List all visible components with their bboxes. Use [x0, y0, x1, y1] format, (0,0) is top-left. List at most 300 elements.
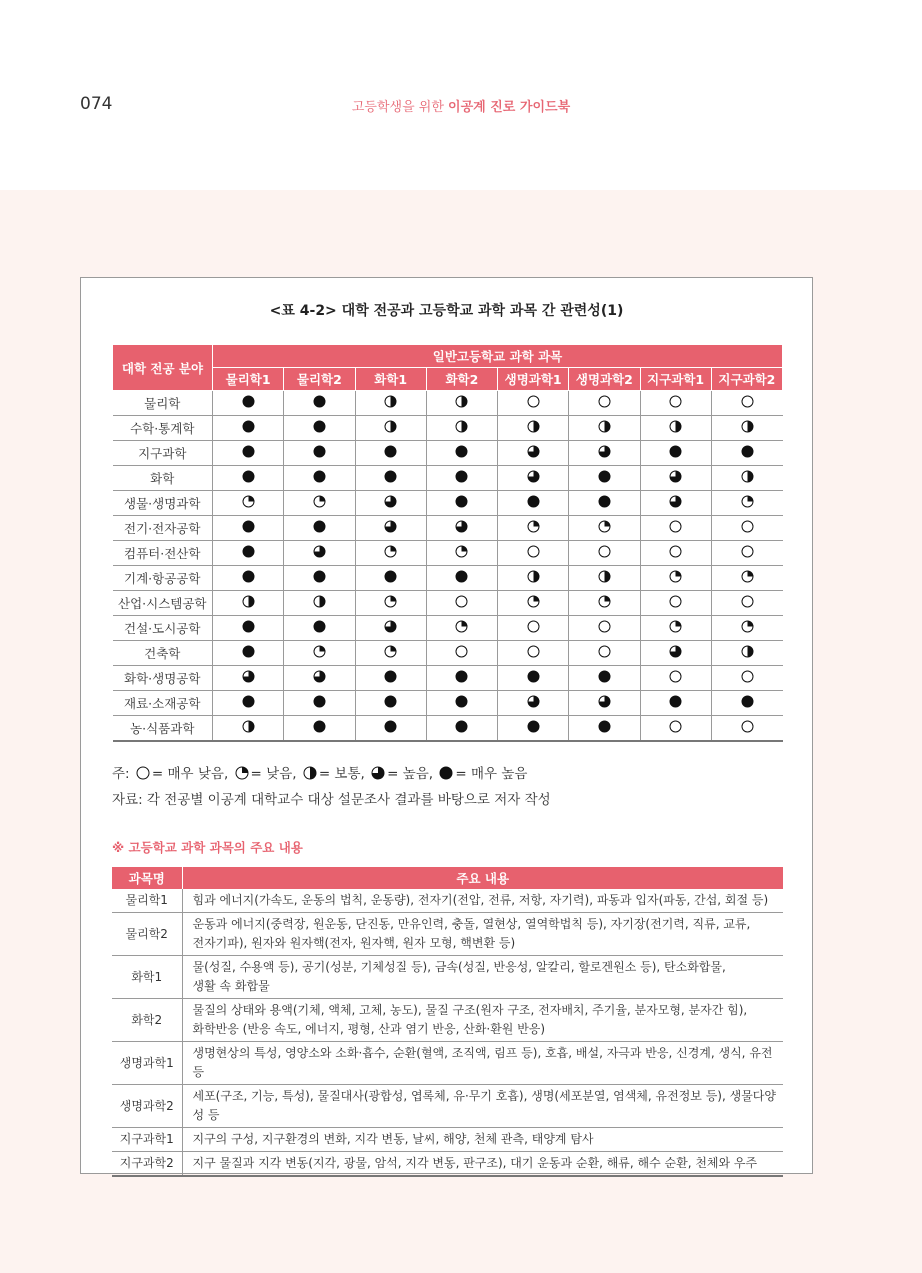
- table-row: [112, 1085, 783, 1128]
- table-row: [113, 516, 783, 541]
- subject-name: 화학1: [112, 956, 182, 999]
- legend-text: = 매우 낮음,: [151, 766, 229, 782]
- table-row: [112, 1128, 783, 1152]
- relevance-cell: [640, 566, 711, 591]
- relevance-cell: [426, 641, 497, 666]
- filled-circle-icon: [455, 495, 468, 511]
- quarter-circle-icon: [527, 595, 540, 611]
- major-header: 대학 전공 분야: [113, 345, 213, 391]
- relevance-cell: [569, 591, 640, 616]
- subject-name: 지구과학1: [112, 1128, 182, 1152]
- relevance-cell: [284, 691, 355, 716]
- filled-circle-icon: [455, 720, 468, 736]
- relevance-cell: [640, 716, 711, 742]
- relevance-cell: [569, 391, 640, 416]
- relevance-cell: [498, 441, 569, 466]
- relevance-cell: [640, 441, 711, 466]
- half-circle-icon: [669, 420, 682, 436]
- section-title: ※ 고등학교 과학 과목의 주요 내용: [112, 840, 303, 855]
- half-circle-icon: [598, 420, 611, 436]
- filled-circle-icon: [313, 570, 326, 586]
- relevance-cell: [355, 491, 426, 516]
- relevance-cell: [569, 641, 640, 666]
- half-circle-icon: [598, 570, 611, 586]
- subject-name: 생명과학1: [112, 1042, 182, 1085]
- relevance-cell: [213, 666, 284, 691]
- subject-name: 화학2: [112, 999, 182, 1042]
- quarter-circle-icon: [384, 645, 397, 661]
- subject-content: [182, 1085, 783, 1128]
- relevance-cell: [498, 641, 569, 666]
- subject-name: 물리학1: [112, 889, 182, 913]
- relevance-cell: [711, 691, 782, 716]
- relevance-cell: [355, 441, 426, 466]
- table-row: [113, 491, 783, 516]
- empty-circle-icon: [598, 545, 611, 561]
- three-quarter-circle-icon: [313, 670, 326, 686]
- half-circle-icon: [741, 420, 754, 436]
- relevance-cell: [640, 491, 711, 516]
- relevance-cell: [711, 641, 782, 666]
- major-name: 지구과학: [113, 441, 213, 466]
- filled-circle-icon: [242, 645, 255, 661]
- three-quarter-circle-icon: [598, 695, 611, 711]
- relevance-cell: [426, 541, 497, 566]
- relevance-cell: [355, 391, 426, 416]
- half-circle-icon: [384, 420, 397, 436]
- subject-content: [182, 999, 783, 1042]
- table-row: [112, 889, 783, 913]
- subject-content: [182, 889, 783, 913]
- filled-circle-icon: [455, 570, 468, 586]
- filled-circle-icon: [242, 545, 255, 561]
- page-header-area: [0, 0, 922, 190]
- relevance-cell: [498, 591, 569, 616]
- relevance-cell: [711, 391, 782, 416]
- half-circle-icon: [384, 395, 397, 411]
- relevance-cell: [498, 566, 569, 591]
- empty-circle-icon: [527, 395, 540, 411]
- legend: [112, 762, 527, 784]
- empty-circle-icon: [741, 670, 754, 686]
- three-quarter-circle-icon: [527, 470, 540, 486]
- relevance-cell: [711, 466, 782, 491]
- relevance-cell: [569, 566, 640, 591]
- relevance-cell: [569, 466, 640, 491]
- relevance-cell: [213, 541, 284, 566]
- running-head-bold: 이공계 진로 가이드북: [448, 100, 571, 115]
- three-quarter-circle-icon: [384, 620, 397, 636]
- empty-circle-icon: [741, 545, 754, 561]
- relevance-cell: [711, 441, 782, 466]
- major-name: 농·식품과학: [113, 716, 213, 742]
- quarter-circle-icon: [235, 766, 249, 784]
- relevance-cell: [569, 491, 640, 516]
- content-line: 생활 속 화합물: [192, 979, 270, 993]
- half-circle-icon: [527, 570, 540, 586]
- content-line: 지구 물질과 지각 변동(지각, 광물, 암석, 지각 변동, 판구조), 대기 운동과 순환, 해류, 해수 순환, 천체와 우주: [192, 1156, 758, 1170]
- major-name: 화학: [113, 466, 213, 491]
- filled-circle-icon: [384, 720, 397, 736]
- relevance-cell: [640, 666, 711, 691]
- content-line: 생명현상의 특성, 영양소와 소화·흡수, 순환(혈액, 조직액, 림프 등), 호흡, 배설, 자극과 반응, 신경계, 생식, 유전 등: [192, 1046, 773, 1079]
- table-row: [113, 391, 783, 416]
- running-head-light: 고등학생을 위한: [351, 100, 444, 115]
- empty-circle-icon: [669, 720, 682, 736]
- filled-circle-icon: [384, 570, 397, 586]
- relevance-cell: [498, 666, 569, 691]
- filled-circle-icon: [242, 470, 255, 486]
- relevance-cell: [284, 616, 355, 641]
- content-line: 힘과 에너지(가속도, 운동의 법칙, 운동량), 전자기(전압, 전류, 저항, 자기력), 파동과 입자(파동, 간섭, 회절 등): [192, 893, 769, 907]
- major-name: 재료·소재공학: [113, 691, 213, 716]
- relevance-cell: [426, 591, 497, 616]
- table-title: <표 4-2> 대학 전공과 고등학교 과학 과목 간 관련성(1): [269, 303, 624, 319]
- quarter-circle-icon: [384, 595, 397, 611]
- filled-circle-icon: [527, 720, 540, 736]
- subject-name: 지구과학2: [112, 1152, 182, 1177]
- relevance-cell: [284, 441, 355, 466]
- relevance-cell: [284, 466, 355, 491]
- subject-header: 화학1: [355, 368, 426, 391]
- running-head: [0, 96, 922, 115]
- major-name: 산업·시스템공학: [113, 591, 213, 616]
- relevance-cell: [284, 641, 355, 666]
- table-row: [112, 1152, 783, 1177]
- relevance-cell: [711, 591, 782, 616]
- relevance-cell: [213, 391, 284, 416]
- relevance-cell: [284, 716, 355, 742]
- relevance-cell: [284, 416, 355, 441]
- major-name: 전기·전자공학: [113, 516, 213, 541]
- subject-content: [182, 956, 783, 999]
- relevance-cell: [355, 616, 426, 641]
- content-line: 전자기파), 원자와 원자핵(전자, 원자핵, 원자 모형, 핵변환 등): [192, 936, 516, 950]
- relevance-cell: [213, 616, 284, 641]
- quarter-circle-icon: [313, 645, 326, 661]
- subject-header: 지구과학1: [640, 368, 711, 391]
- empty-circle-icon: [741, 520, 754, 536]
- empty-circle-icon: [598, 395, 611, 411]
- relevance-cell: [711, 716, 782, 742]
- table-row: [113, 666, 783, 691]
- relevance-cell: [640, 591, 711, 616]
- relevance-cell: [711, 541, 782, 566]
- table-row: [113, 616, 783, 641]
- relevance-cell: [569, 541, 640, 566]
- page-number: 074: [80, 94, 113, 114]
- filled-circle-icon: [598, 720, 611, 736]
- filled-circle-icon: [242, 445, 255, 461]
- filled-circle-icon: [313, 470, 326, 486]
- subject-name-header: 과목명: [112, 867, 182, 889]
- relevance-cell: [426, 441, 497, 466]
- relevance-cell: [355, 591, 426, 616]
- filled-circle-icon: [455, 670, 468, 686]
- filled-circle-icon: [527, 495, 540, 511]
- relevance-cell: [426, 416, 497, 441]
- filled-circle-icon: [313, 395, 326, 411]
- filled-circle-icon: [384, 470, 397, 486]
- three-quarter-circle-icon: [527, 445, 540, 461]
- relevance-cell: [711, 666, 782, 691]
- filled-circle-icon: [242, 395, 255, 411]
- three-quarter-circle-icon: [669, 645, 682, 661]
- relevance-cell: [426, 616, 497, 641]
- empty-circle-icon: [741, 595, 754, 611]
- filled-circle-icon: [242, 695, 255, 711]
- table-row: [113, 691, 783, 716]
- subject-content-table: [112, 867, 783, 1177]
- subject-content: [182, 1128, 783, 1152]
- filled-circle-icon: [384, 445, 397, 461]
- quarter-circle-icon: [741, 570, 754, 586]
- relevance-cell: [498, 541, 569, 566]
- filled-circle-icon: [242, 570, 255, 586]
- relevance-cell: [284, 516, 355, 541]
- relevance-cell: [640, 466, 711, 491]
- half-circle-icon: [313, 595, 326, 611]
- relevance-cell: [284, 541, 355, 566]
- three-quarter-circle-icon: [384, 520, 397, 536]
- relevance-cell: [426, 716, 497, 742]
- half-circle-icon: [741, 470, 754, 486]
- empty-circle-icon: [598, 620, 611, 636]
- filled-circle-icon: [741, 695, 754, 711]
- content-line: 지구의 구성, 지구환경의 변화, 지각 변동, 날씨, 해양, 천체 관측, 태양계 탐사: [192, 1132, 594, 1146]
- content-line: 세포(구조, 기능, 특성), 물질대사(광합성, 엽록체, 유·무기 호흡), 생명(세포분열, 염색체, 유전정보 등), 생물다양성 등: [192, 1089, 776, 1122]
- subject-header: 지구과학2: [711, 368, 782, 391]
- filled-circle-icon: [384, 670, 397, 686]
- relevance-cell: [640, 616, 711, 641]
- relevance-table: [112, 344, 783, 742]
- filled-circle-icon: [455, 445, 468, 461]
- subject-content: [182, 1042, 783, 1085]
- relevance-cell: [355, 566, 426, 591]
- half-circle-icon: [741, 645, 754, 661]
- quarter-circle-icon: [598, 595, 611, 611]
- major-name: 건설·도시공학: [113, 616, 213, 641]
- empty-circle-icon: [741, 720, 754, 736]
- empty-circle-icon: [669, 520, 682, 536]
- subject-header: 물리학1: [213, 368, 284, 391]
- content-line: 운동과 에너지(중력장, 원운동, 단진동, 만유인력, 충돌, 열현상, 열역학법칙 등), 자기장(전기력, 직류, 교류,: [192, 917, 751, 931]
- empty-circle-icon: [527, 545, 540, 561]
- filled-circle-icon: [313, 420, 326, 436]
- major-name: 물리학: [113, 391, 213, 416]
- table-row: [113, 466, 783, 491]
- major-name: 수학·통계학: [113, 416, 213, 441]
- half-circle-icon: [303, 766, 317, 784]
- three-quarter-circle-icon: [371, 766, 385, 784]
- relevance-cell: [355, 416, 426, 441]
- filled-circle-icon: [455, 695, 468, 711]
- filled-circle-icon: [598, 470, 611, 486]
- relevance-cell: [498, 616, 569, 641]
- relevance-cell: [426, 566, 497, 591]
- relevance-cell: [426, 491, 497, 516]
- empty-circle-icon: [527, 620, 540, 636]
- half-circle-icon: [527, 420, 540, 436]
- table-row: [113, 641, 783, 666]
- relevance-cell: [498, 466, 569, 491]
- relevance-cell: [284, 666, 355, 691]
- subject-name: 물리학2: [112, 913, 182, 956]
- relevance-cell: [213, 491, 284, 516]
- relevance-cell: [355, 691, 426, 716]
- relevance-cell: [711, 616, 782, 641]
- content-box: [80, 277, 813, 1174]
- relevance-cell: [569, 416, 640, 441]
- empty-circle-icon: [669, 545, 682, 561]
- filled-circle-icon: [598, 495, 611, 511]
- relevance-cell: [213, 416, 284, 441]
- relevance-cell: [569, 441, 640, 466]
- source-note: 자료: 각 전공별 이공계 대학교수 대상 설문조사 결과를 바탕으로 저자 작성: [112, 792, 551, 808]
- quarter-circle-icon: [455, 620, 468, 636]
- major-name: 컴퓨터·전산학: [113, 541, 213, 566]
- quarter-circle-icon: [669, 620, 682, 636]
- relevance-cell: [569, 516, 640, 541]
- quarter-circle-icon: [598, 520, 611, 536]
- quarter-circle-icon: [669, 570, 682, 586]
- major-name: 기계·항공공학: [113, 566, 213, 591]
- filled-circle-icon: [313, 695, 326, 711]
- legend-text: = 낮음,: [250, 766, 297, 782]
- table-row: [112, 999, 783, 1042]
- empty-circle-icon: [455, 645, 468, 661]
- group-header: 일반고등학교 과학 과목: [213, 345, 783, 368]
- quarter-circle-icon: [313, 495, 326, 511]
- filled-circle-icon: [313, 720, 326, 736]
- table-row: [113, 441, 783, 466]
- relevance-cell: [213, 641, 284, 666]
- content-line: 화학반응 (반응 속도, 에너지, 평형, 산과 염기 반응, 산화·환원 반응): [192, 1022, 546, 1036]
- relevance-cell: [213, 716, 284, 742]
- relevance-cell: [640, 391, 711, 416]
- table-row: [112, 913, 783, 956]
- subject-header: 화학2: [426, 368, 497, 391]
- quarter-circle-icon: [527, 520, 540, 536]
- filled-circle-icon: [741, 445, 754, 461]
- quarter-circle-icon: [242, 495, 255, 511]
- relevance-cell: [498, 691, 569, 716]
- filled-circle-icon: [313, 620, 326, 636]
- filled-circle-icon: [669, 695, 682, 711]
- relevance-cell: [284, 491, 355, 516]
- major-name: 건축학: [113, 641, 213, 666]
- quarter-circle-icon: [384, 545, 397, 561]
- content-line: 물(성질, 수용액 등), 공기(성분, 기체성질 등), 금속(성질, 반응성, 알칼리, 할로겐원소 등), 탄소화합물,: [192, 960, 726, 974]
- three-quarter-circle-icon: [455, 520, 468, 536]
- relevance-cell: [213, 566, 284, 591]
- relevance-cell: [284, 566, 355, 591]
- relevance-cell: [426, 691, 497, 716]
- content-line: 물질의 상태와 용액(기체, 액체, 고체, 농도), 물질 구조(원자 구조, 전자배치, 주기율, 분자모형, 분자간 힘),: [192, 1003, 748, 1017]
- filled-circle-icon: [598, 670, 611, 686]
- major-name: 화학·생명공학: [113, 666, 213, 691]
- empty-circle-icon: [527, 645, 540, 661]
- table-row: [113, 591, 783, 616]
- filled-circle-icon: [439, 766, 453, 784]
- three-quarter-circle-icon: [669, 470, 682, 486]
- relevance-cell: [355, 516, 426, 541]
- three-quarter-circle-icon: [598, 445, 611, 461]
- relevance-cell: [711, 416, 782, 441]
- subject-name: 생명과학2: [112, 1085, 182, 1128]
- relevance-cell: [569, 716, 640, 742]
- relevance-cell: [569, 691, 640, 716]
- table-row: [113, 416, 783, 441]
- relevance-cell: [284, 391, 355, 416]
- relevance-cell: [498, 391, 569, 416]
- relevance-cell: [640, 541, 711, 566]
- quarter-circle-icon: [455, 545, 468, 561]
- three-quarter-circle-icon: [384, 495, 397, 511]
- empty-circle-icon: [669, 595, 682, 611]
- relevance-cell: [711, 566, 782, 591]
- filled-circle-icon: [242, 620, 255, 636]
- relevance-cell: [498, 416, 569, 441]
- legend-prefix: 주:: [112, 766, 130, 782]
- subject-content: [182, 1152, 783, 1177]
- relevance-cell: [284, 591, 355, 616]
- table-row: [112, 1042, 783, 1085]
- empty-circle-icon: [669, 670, 682, 686]
- relevance-cell: [355, 541, 426, 566]
- filled-circle-icon: [242, 520, 255, 536]
- filled-circle-icon: [455, 470, 468, 486]
- empty-circle-icon: [455, 595, 468, 611]
- relevance-cell: [640, 516, 711, 541]
- filled-circle-icon: [384, 695, 397, 711]
- subject-header: 생명과학2: [569, 368, 640, 391]
- table-row: [112, 956, 783, 999]
- relevance-cell: [640, 641, 711, 666]
- relevance-cell: [569, 616, 640, 641]
- relevance-cell: [213, 441, 284, 466]
- relevance-cell: [498, 491, 569, 516]
- relevance-cell: [213, 591, 284, 616]
- relevance-cell: [426, 666, 497, 691]
- quarter-circle-icon: [741, 495, 754, 511]
- empty-circle-icon: [669, 395, 682, 411]
- relevance-cell: [640, 691, 711, 716]
- three-quarter-circle-icon: [242, 670, 255, 686]
- relevance-cell: [426, 391, 497, 416]
- relevance-cell: [213, 691, 284, 716]
- empty-circle-icon: [598, 645, 611, 661]
- table-row: [113, 541, 783, 566]
- filled-circle-icon: [242, 420, 255, 436]
- subject-content: [182, 913, 783, 956]
- legend-text: = 높음,: [387, 766, 434, 782]
- quarter-circle-icon: [741, 620, 754, 636]
- legend-text: = 매우 높음: [455, 766, 528, 782]
- relevance-cell: [711, 491, 782, 516]
- three-quarter-circle-icon: [313, 545, 326, 561]
- filled-circle-icon: [313, 445, 326, 461]
- relevance-cell: [711, 516, 782, 541]
- filled-circle-icon: [527, 670, 540, 686]
- legend-text: = 보통,: [318, 766, 365, 782]
- half-circle-icon: [455, 420, 468, 436]
- relevance-cell: [426, 466, 497, 491]
- relevance-cell: [498, 516, 569, 541]
- relevance-cell: [498, 716, 569, 742]
- relevance-cell: [426, 516, 497, 541]
- three-quarter-circle-icon: [527, 695, 540, 711]
